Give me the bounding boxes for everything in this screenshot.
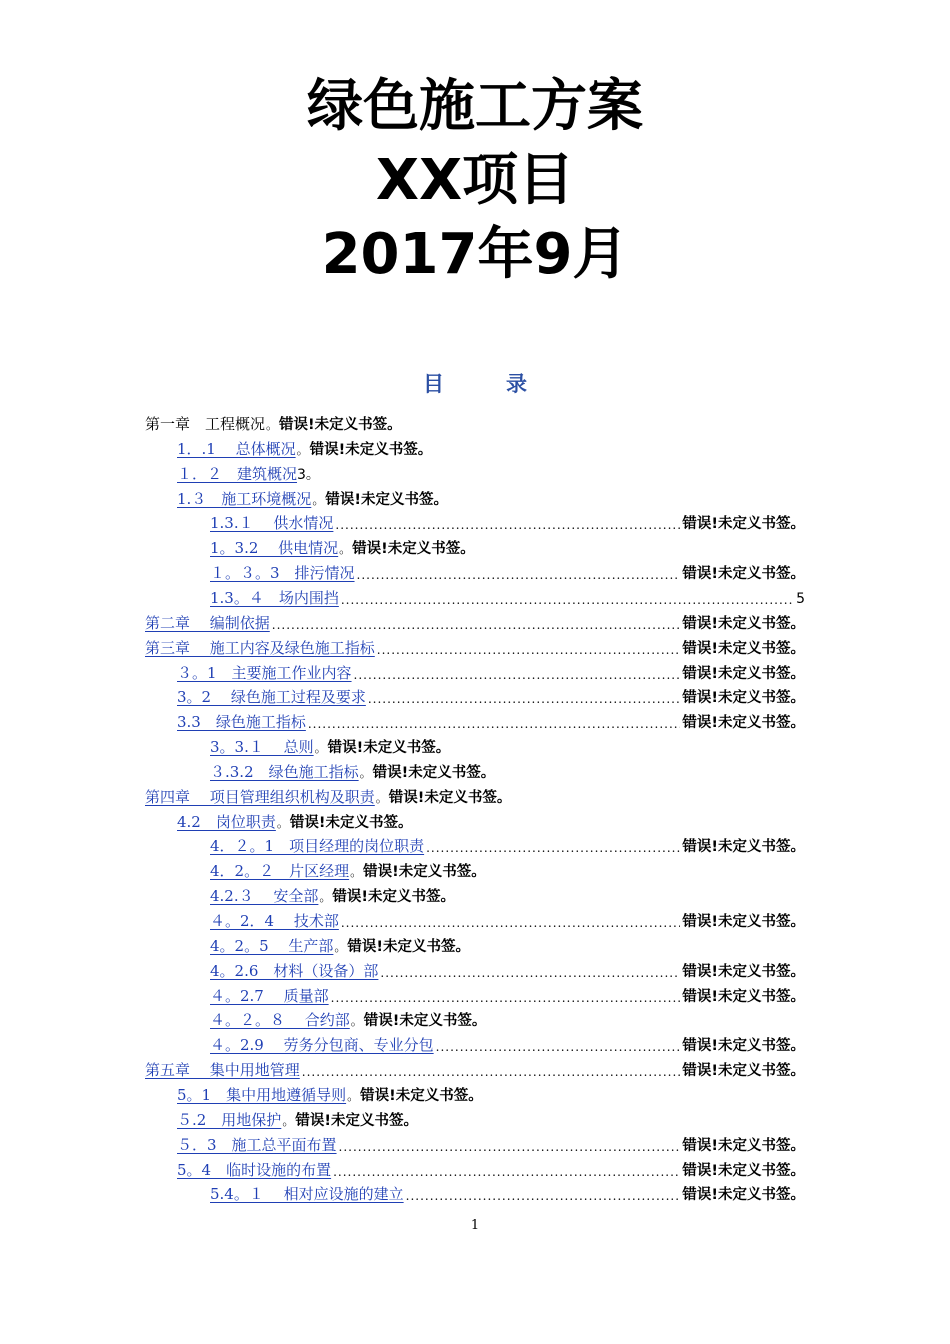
toc-bookmark-error: 错误!未定义书签。 (360, 1087, 483, 1104)
toc-entry[interactable] (210, 735, 450, 759)
toc-entry-label[interactable]: 3.3 绿色施工指标 (177, 713, 306, 732)
toc-dot-leader (272, 614, 681, 632)
toc-entry[interactable] (177, 685, 805, 709)
document-title: 绿色施工方案 (307, 74, 643, 139)
toc-dot-leader (302, 1061, 681, 1079)
toc-bookmark-error: 错误!未定义书签。 (682, 1038, 805, 1055)
toc-bookmark-error: 错误!未定义书签。 (388, 789, 512, 806)
toc-entry[interactable] (210, 984, 805, 1008)
toc-bookmark-error: 错误!未定义书签。 (682, 665, 805, 682)
toc-page-ref: 5 (796, 590, 805, 607)
toc-dot-leader (339, 1136, 681, 1154)
toc-bookmark-error: 错误!未定义书签。 (682, 839, 805, 856)
toc-entry-separator: 。 (375, 790, 388, 805)
toc-entry-label[interactable]: 第五章 集中用地管理 (145, 1061, 300, 1080)
toc-bookmark-error: 错误!未定义书签。 (295, 1112, 418, 1129)
toc-entry-label[interactable]: ５.2 用地保护 (177, 1110, 282, 1129)
toc-bookmark-error: 错误!未定义书签。 (682, 640, 805, 657)
toc-entry[interactable] (177, 710, 805, 734)
project-name: XX项目 (375, 148, 575, 213)
toc-entry[interactable] (210, 959, 805, 983)
document-date: 2017年9月 (321, 222, 629, 287)
toc-heading: 目录 (423, 372, 589, 396)
toc-entry-separator: 。 (359, 765, 372, 780)
toc-entry[interactable] (210, 834, 805, 858)
toc-entry-label[interactable]: ４。2．4 技术部 (210, 912, 339, 930)
toc-bookmark-error: 错误!未定义书签。 (682, 715, 805, 732)
toc-entry-label[interactable]: 1．.1 总体概况 (177, 439, 296, 458)
toc-dot-leader (331, 987, 681, 1005)
toc-dot-leader (377, 639, 681, 657)
toc-bookmark-error: 错误!未定义书签。 (682, 1162, 805, 1179)
toc-entry[interactable] (210, 760, 495, 784)
toc-entry-label[interactable]: 4。2。5 生产部 (210, 936, 334, 955)
toc-bookmark-error: 错误!未定义书签。 (682, 566, 805, 583)
toc-bookmark-error: 错误!未定义书签。 (682, 516, 805, 533)
toc-entry-separator: 。 (312, 492, 325, 507)
toc-entry[interactable] (210, 1008, 486, 1032)
toc-entry[interactable] (177, 487, 448, 511)
toc-entry[interactable] (177, 661, 805, 685)
toc-dot-leader (308, 713, 681, 731)
toc-bookmark-error: 错误!未定义书签。 (682, 690, 805, 707)
toc-bookmark-error: 错误!未定义书签。 (309, 441, 433, 458)
toc-entry-separator: 。 (266, 418, 279, 432)
toc-bookmark-error: 错误!未定义书签。 (682, 1187, 805, 1204)
toc-entry-label[interactable]: 5.4。１ 相对应设施的建立 (210, 1185, 404, 1204)
toc-entry-label[interactable]: 5。4 临时设施的布置 (177, 1160, 332, 1179)
toc-entry[interactable] (210, 884, 455, 908)
toc-bookmark-error: 错误!未定义书签。 (363, 864, 486, 881)
toc-entry-label[interactable]: 第三章 施工内容及绿色施工指标 (145, 638, 375, 657)
toc-bookmark-error: 错误!未定义书签。 (352, 541, 475, 558)
toc-entry-separator: 。 (319, 890, 332, 905)
toc-entry[interactable] (145, 1058, 805, 1082)
toc-entry-label[interactable]: １．２ 建筑概况 (177, 464, 298, 483)
toc-bookmark-error: 错误!未定义书签。 (325, 491, 448, 508)
toc-dot-leader (354, 664, 681, 682)
toc-dot-leader (426, 837, 680, 855)
toc-entry-label[interactable]: 1。3.2 供电情况 (210, 539, 339, 558)
toc-entry-label[interactable]: ４。2.9 劳务分包商、专业分包 (210, 1036, 434, 1055)
toc-entry[interactable] (177, 1158, 805, 1182)
toc-entry-separator: 。 (334, 939, 347, 954)
toc-bookmark-error: 错误!未定义书签。 (347, 938, 471, 955)
toc-entry-label: 第一章 工程概况 (145, 415, 266, 433)
toc-entry[interactable] (210, 511, 805, 535)
toc-entry[interactable] (145, 785, 511, 809)
toc-entry-separator: 。 (350, 1014, 363, 1029)
toc-bookmark-error: 错误!未定义书签。 (682, 963, 805, 980)
toc-entry-label[interactable]: 3。3.１ 总则 (210, 738, 314, 757)
toc-bookmark-error: 错误!未定义书签。 (332, 889, 456, 906)
toc-entry[interactable] (210, 1033, 805, 1057)
toc-bookmark-error: 错误!未定义书签。 (682, 1063, 805, 1080)
toc-entry[interactable] (210, 586, 805, 610)
toc-entry-label[interactable]: 1.３ 施工环境概况 (177, 489, 312, 508)
toc-dot-leader (406, 1185, 681, 1203)
toc-entry[interactable] (210, 909, 805, 933)
toc-entry[interactable] (177, 810, 413, 834)
toc-dot-leader (341, 912, 681, 930)
toc-bookmark-error: 错误!未定义书签。 (682, 988, 805, 1005)
toc-entry-label[interactable]: ５．3 施工总平面布置 (177, 1135, 337, 1154)
toc-bookmark-error: 错误!未定义书签。 (372, 764, 496, 781)
toc-entry (145, 412, 402, 436)
toc-entry[interactable] (177, 437, 432, 461)
toc-entry-label[interactable]: 第二章 编制依据 (145, 613, 270, 632)
toc-entry-label[interactable]: 3。2 绿色施工过程及要求 (177, 688, 366, 707)
toc-bookmark-error: 错误!未定义书签。 (363, 1013, 487, 1030)
toc-entry-label[interactable]: ３.3.2 绿色施工指标 (210, 762, 359, 781)
toc-entry[interactable] (210, 561, 805, 585)
toc-entry-separator: 。 (339, 542, 352, 557)
toc-entry[interactable] (210, 536, 475, 560)
toc-entry[interactable] (145, 636, 805, 660)
toc-entry-label[interactable]: 4。2.6 材料（设备）部 (210, 961, 379, 980)
page-number: 1 (470, 1218, 480, 1233)
toc-entry[interactable] (177, 1083, 483, 1107)
toc-dot-leader (357, 564, 681, 582)
toc-entry-label[interactable]: ３。1 主要施工作业内容 (177, 663, 352, 682)
title-block (0, 70, 950, 292)
toc-entry-label[interactable]: 1.3。４ 场内围挡 (210, 588, 339, 607)
toc-entry-separator: 。 (276, 815, 289, 830)
toc-dot-leader (341, 589, 794, 607)
toc-entry-label[interactable]: 4.2.３ 安全部 (210, 887, 319, 906)
toc-entry-label[interactable]: １。３。3 排污情况 (210, 564, 355, 583)
toc-dot-leader (436, 1036, 681, 1054)
toc-entry-separator: 。 (314, 741, 327, 756)
toc-bookmark-error: 错误!未定义书签。 (682, 615, 805, 632)
toc-dot-leader (368, 688, 681, 706)
toc-entry-label[interactable]: 5。1 集中用地遵循导则 (177, 1085, 347, 1104)
toc-entry-label[interactable]: 4．２。1 项目经理的岗位职责 (210, 837, 425, 856)
toc-entry-separator: 。 (282, 1113, 295, 1128)
toc-entry[interactable] (145, 611, 805, 635)
toc-entry[interactable] (210, 859, 486, 883)
toc-dot-leader (380, 962, 680, 980)
toc-entry-separator: 。 (347, 1088, 360, 1103)
toc-entry-label[interactable]: ４。２。８ 合约部 (210, 1011, 350, 1030)
toc-entry[interactable] (177, 1133, 805, 1157)
toc-entry-label[interactable]: 第四章 项目管理组织机构及职责 (145, 787, 375, 806)
toc-dot-leader (335, 514, 680, 532)
toc-entry-label[interactable]: 4．2。２ 片区经理 (210, 862, 350, 881)
toc-entry-label[interactable]: 4.2 岗位职责 (177, 812, 276, 831)
toc-bookmark-error: 错误!未定义书签。 (279, 417, 402, 433)
toc-bookmark-error: 错误!未定义书签。 (682, 1137, 805, 1154)
toc-entry[interactable] (177, 1108, 418, 1132)
toc-entry-label[interactable]: ４。2.7 质量部 (210, 986, 329, 1005)
toc-bookmark-error: 错误!未定义书签。 (327, 740, 451, 757)
toc-page-ref: 3。 (297, 466, 320, 483)
toc-bookmark-error: 错误!未定义书签。 (289, 814, 413, 831)
toc-entry-label[interactable]: 1.3.１ 供水情况 (210, 514, 334, 533)
toc-entry[interactable] (210, 934, 470, 958)
toc-dot-leader (333, 1161, 680, 1179)
toc-bookmark-error: 错误!未定义书签。 (682, 914, 805, 930)
toc-entry-separator: 。 (350, 865, 363, 880)
toc-entry[interactable] (210, 1182, 805, 1206)
toc-entry-separator: 。 (296, 442, 309, 457)
toc-entry[interactable] (177, 462, 320, 486)
